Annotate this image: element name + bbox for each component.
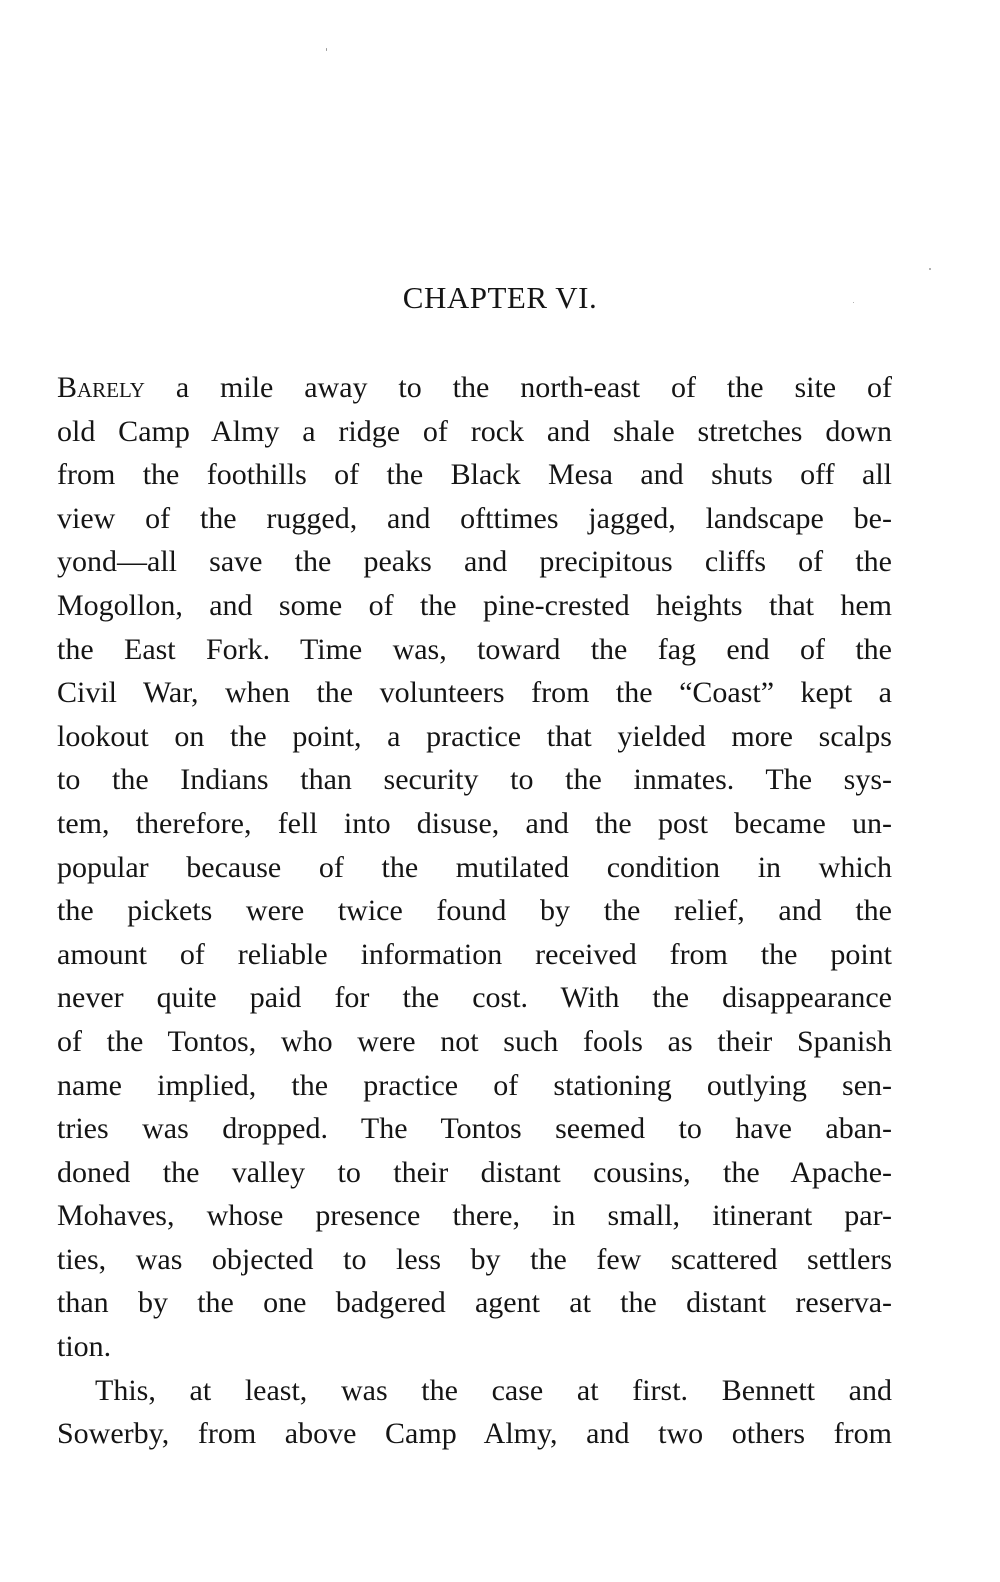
text-line: old Camp Almy a ridge of rock and shale stretches down [57,414,892,448]
text-line: yond—all save the peaks and precipitous cliffs of the [57,545,892,579]
text-line: Civil War, when the volunteers from the “Coast” kept a [57,676,892,710]
text-line: name implied, the practice of stationing outlying sen- [57,1068,892,1102]
text-line: doned the valley to their distant cousins, the Apache- [57,1155,892,1189]
text-line: lookout on the point, a practice that yielded more scalps [57,719,892,753]
text-line: tem, therefore, fell into disuse, and the post became un- [57,806,892,840]
text-line: view of the rugged, and ofttimes jagged, landscape be- [57,501,892,535]
text-line: ties, was objected to less by the few scattered settlers [57,1242,892,1276]
text-line: This, at least, was the case at first. Bennett and [95,1373,892,1407]
text-line: popular because of the mutilated condition in which [57,850,892,884]
text-line: Barely a mile away to the north-east of the site of [57,371,893,404]
text-line: Sowerby, from above Camp Almy, and two others from [57,1417,892,1451]
body-text [57,366,892,1456]
text-line: the pickets were twice found by the relief, and the [57,894,892,928]
chapter-heading: CHAPTER VI. [402,280,598,315]
text-line: Mogollon, and some of the pine-crested heights that hem [57,588,892,622]
text-line: than by the one badgered agent at the distant reserva- [57,1286,892,1320]
text-line: never quite paid for the cost. With the disappearance [57,981,892,1015]
ink-speck [929,268,931,270]
text-line: Mohaves, whose presence there, in small, itinerant par- [57,1199,892,1233]
text-line: amount of reliable information received from the point [57,937,892,971]
ink-speck [326,48,327,51]
text-line: tion. [57,1330,112,1364]
text-line: the East Fork. Time was, toward the fag end of the [57,632,892,666]
text-line: from the foothills of the Black Mesa and shuts off all [57,458,892,492]
text-line: to the Indians than security to the inmates. The sys- [57,763,892,797]
drop-word: Barely [57,371,145,404]
text-line: tries was dropped. The Tontos seemed to have aban- [57,1112,892,1146]
text-line: of the Tontos, who were not such fools as their Spanish [57,1024,892,1058]
